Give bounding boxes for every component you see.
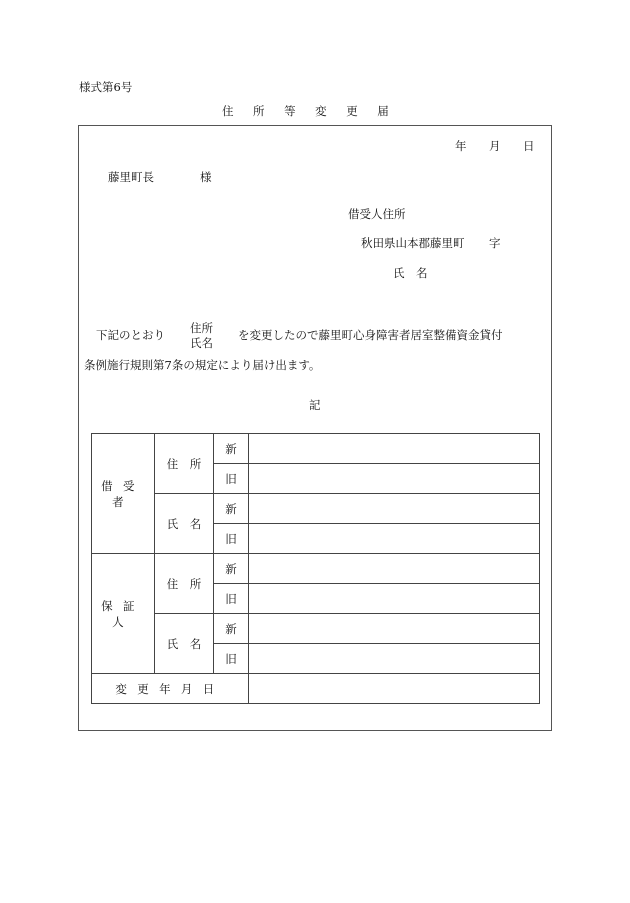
addressee-honorific: 様 (200, 170, 212, 184)
borrower-address-old-field[interactable] (249, 464, 540, 494)
option-address: 住所 (190, 321, 213, 335)
new-label: 新 (214, 494, 249, 524)
addressee-name: 藤里町長 (108, 170, 154, 184)
form-number: 様式第6号 (79, 80, 133, 94)
body-suffix: を変更したので藤里町心身障害者居室整備資金貸付 (238, 328, 503, 342)
new-label: 新 (214, 434, 249, 464)
borrower-address-cell: 住 所 (155, 434, 214, 494)
date-year: 年 (455, 139, 467, 153)
body-line2: 条例施行規則第7条の規定により届け出ます。 (84, 358, 321, 372)
table-row (92, 434, 540, 464)
old-label: 旧 (214, 644, 249, 674)
borrower-address-value: 秋田県山本郡藤里町 (361, 236, 465, 250)
guarantor-address-old-field[interactable] (249, 584, 540, 614)
old-label: 旧 (214, 464, 249, 494)
borrower-aza: 字 (489, 236, 501, 250)
date-day: 日 (523, 139, 535, 153)
guarantor-address-cell: 住 所 (155, 554, 214, 614)
change-table (91, 433, 540, 704)
change-date-label: 変更年月日 (92, 674, 249, 704)
guarantor-name-old-field[interactable] (249, 644, 540, 674)
document-title (222, 106, 393, 118)
borrower-name-new-field[interactable] (249, 494, 540, 524)
borrower-name-label: 氏 名 (393, 266, 428, 280)
change-date-field[interactable] (249, 674, 540, 704)
body-options (190, 321, 213, 351)
borrower-address-label: 借受人住所 (348, 207, 406, 221)
option-name: 氏名 (190, 336, 213, 350)
table-row (92, 494, 540, 524)
new-label: 新 (214, 554, 249, 584)
guarantor-name-new-field[interactable] (249, 614, 540, 644)
guarantor-name-cell: 氏 名 (155, 614, 214, 674)
borrower-label: 借受者 (92, 434, 155, 554)
ki-mark: 記 (309, 398, 321, 412)
new-label: 新 (214, 614, 249, 644)
borrower-address-new-field[interactable] (249, 434, 540, 464)
old-label: 旧 (214, 524, 249, 554)
guarantor-address-new-field[interactable] (249, 554, 540, 584)
date-month: 月 (489, 139, 501, 153)
document-title-text: 住 所 等 変 更 届 (222, 104, 393, 118)
borrower-name-old-field[interactable] (249, 524, 540, 554)
old-label: 旧 (214, 584, 249, 614)
body-prefix: 下記のとおり (96, 328, 165, 342)
guarantor-label: 保証人 (92, 554, 155, 674)
table-row (92, 614, 540, 644)
table-row (92, 674, 540, 704)
table-row (92, 554, 540, 584)
borrower-name-cell: 氏 名 (155, 494, 214, 554)
